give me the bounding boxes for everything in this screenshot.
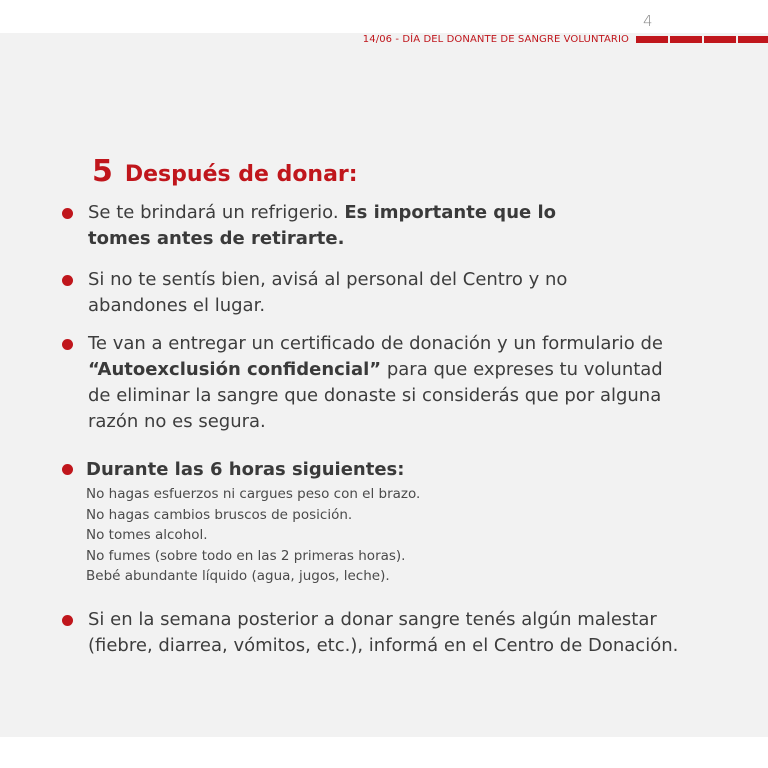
section-number: 5	[92, 154, 113, 189]
bullet-text-part: Te van a entregar un certificado de donación y un formulario de	[88, 333, 663, 354]
bullet-dot-icon	[62, 208, 73, 219]
section-title	[92, 154, 358, 189]
header-accent-bars	[636, 36, 768, 43]
bullet-text: Si no te sentís bien, avisá al personal del Centro y no abandones el lugar.	[88, 269, 568, 316]
bullet-refreshment	[62, 200, 722, 252]
bullet-text-part: Se te brindará un refrigerio.	[88, 202, 345, 223]
list-item: No hagas cambios bruscos de posición.	[86, 506, 353, 523]
list-item: No fumes (sobre todo en las 2 primeras horas).	[86, 547, 406, 564]
bullet-heading: Durante las 6 horas siguientes:	[86, 459, 405, 480]
bullet-feel-unwell	[62, 267, 722, 319]
bullet-dot-icon	[62, 275, 73, 286]
bullet-text: Si en la semana posterior a donar sangre tenés algún malestar (fiebre, diarrea, vómitos, etc.), informá en el Centro de Donación.	[88, 609, 679, 656]
bullet-dot-icon	[62, 339, 73, 350]
bullet-text-part: para que expreses tu voluntad de eliminar la sangre que donaste si considerás que por alguna razón no es segura.	[88, 359, 663, 432]
bullet-text-bold: Es importante que lo tomes antes de retirarte.	[88, 202, 557, 249]
accent-bar	[636, 36, 668, 43]
bullet-dot-icon	[62, 615, 73, 626]
accent-bar	[738, 36, 768, 43]
list-item: No hagas esfuerzos ni cargues peso con el brazo.	[86, 486, 421, 502]
bullet-following-week	[62, 607, 722, 659]
bullet-next-6-hours	[62, 458, 722, 587]
bullet-dot-icon	[62, 464, 73, 475]
bullet-text	[88, 200, 608, 252]
header-title: 14/06 - DÍA DEL DONANTE DE SANGRE VOLUNTARIO	[362, 34, 629, 45]
bullet-text	[88, 331, 678, 435]
bullet-certificate	[62, 331, 722, 435]
list-item: No tomes alcohol.	[86, 527, 208, 544]
page-number: 4	[643, 12, 653, 30]
accent-bar	[670, 36, 702, 43]
section-label: Después de donar:	[124, 162, 358, 187]
list-item: Bebé abundante líquido (agua, jugos, leche).	[86, 568, 390, 585]
bullet-text-bold: “Autoexclusión confidencial”	[88, 359, 382, 380]
instruction-list	[86, 484, 722, 587]
accent-bar	[704, 36, 736, 43]
